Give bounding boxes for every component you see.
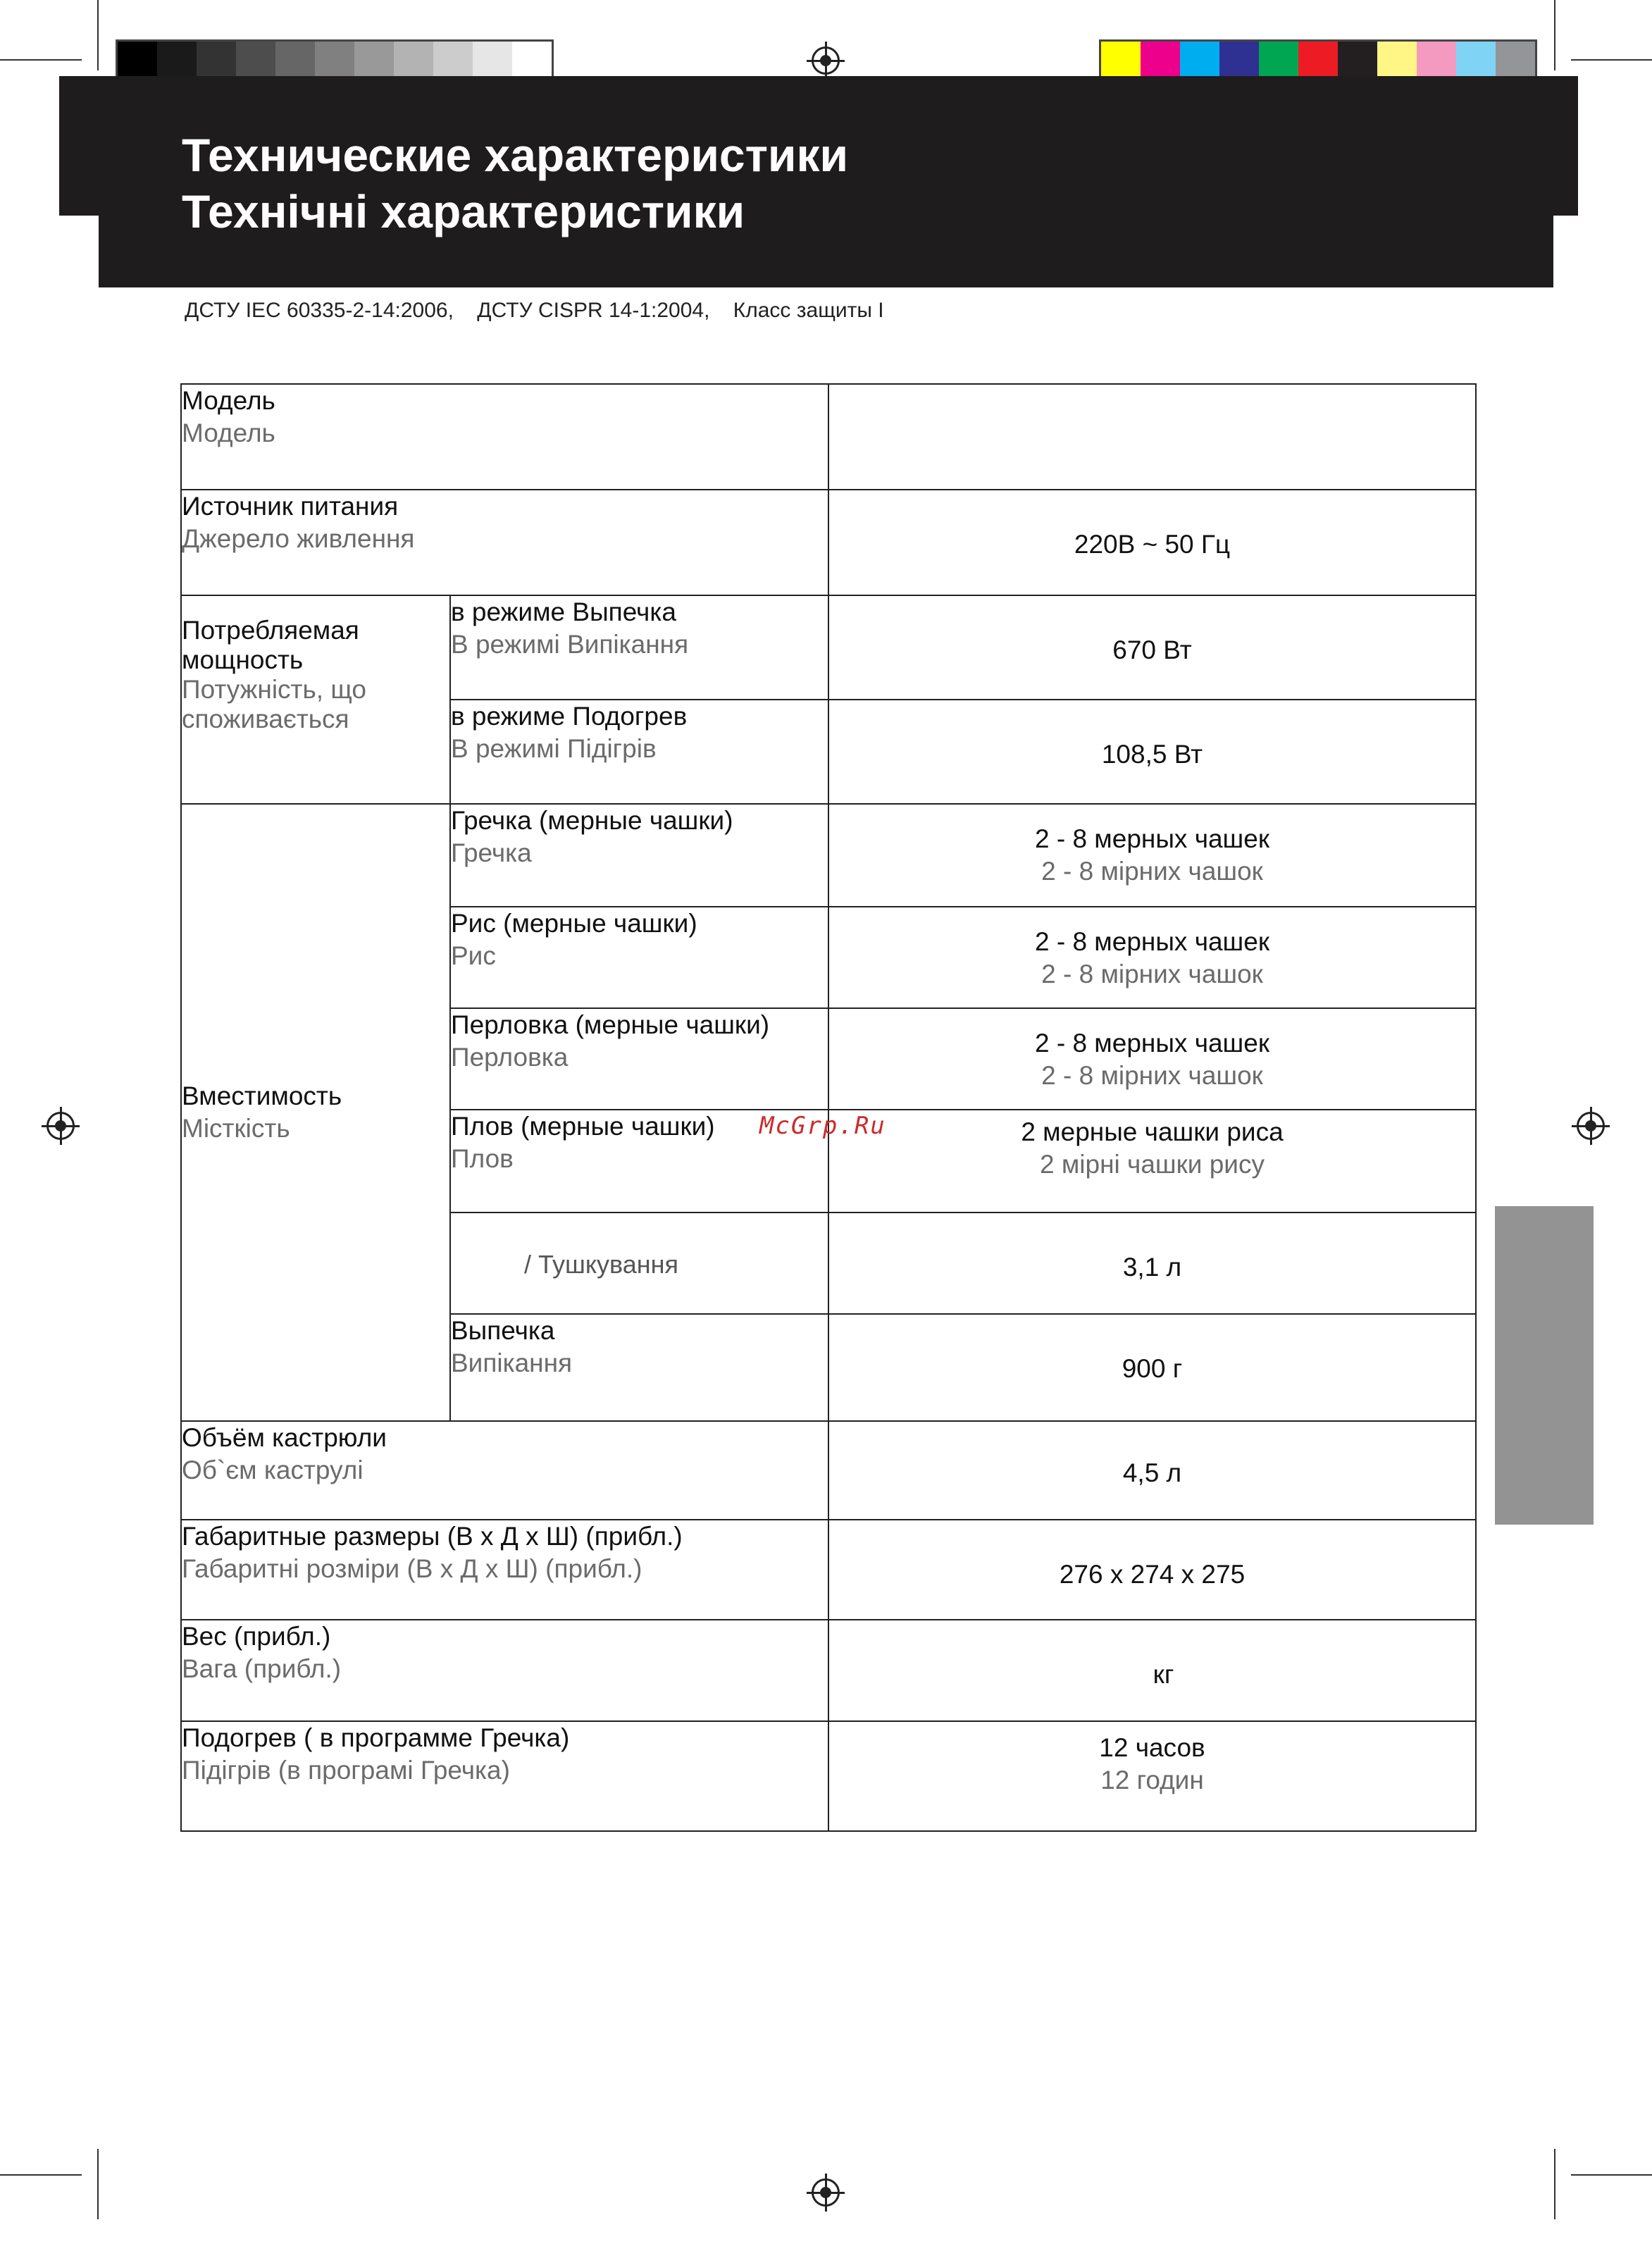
capacity-item-label-ru: Рис (мерные чашки) [451, 909, 697, 938]
power-source-label-ua: Джерело живлення [182, 524, 415, 553]
keep-warm-label-ua: Підігрів (в програмі Гречка) [182, 1756, 510, 1785]
color-swatch [275, 42, 315, 77]
color-swatch [1219, 42, 1259, 77]
color-swatch [236, 42, 275, 77]
capacity-item-value-ua: 2 - 8 мірних чашок [1041, 1061, 1263, 1090]
power-mode-label-ua: В режимі Випікання [451, 630, 689, 659]
pot-volume-label-ru: Объём кастрюли [182, 1423, 387, 1452]
crop-mark [1554, 2149, 1555, 2219]
capacity-item-label-ua: Випікання [451, 1348, 573, 1377]
color-swatch [1417, 42, 1456, 77]
header-side-bar [59, 76, 101, 216]
capacity-item-label-ua: Рис [451, 941, 496, 970]
color-swatch [1141, 42, 1180, 77]
power-mode-label-cell [450, 700, 828, 804]
capacity-item-label-cell [450, 1213, 828, 1314]
capacity-label-cell [181, 804, 450, 1421]
color-swatch [197, 42, 236, 77]
color-swatch [1377, 42, 1417, 77]
capacity-item-label-ru: Гречка (мерные чашки) [451, 806, 733, 835]
color-calibration-strip [1099, 39, 1537, 79]
capacity-item-label-ua: Гречка [451, 838, 532, 867]
dimensions-value-cell [828, 1520, 1476, 1620]
keep-warm-label-ru: Подогрев ( в программе Гречка) [182, 1723, 570, 1752]
capacity-item-label-ua: Перловка [451, 1043, 569, 1072]
dimensions-label-ua: Габаритні розміри (В х Д х Ш) (прибл.) [182, 1554, 642, 1583]
grayscale-calibration-strip [116, 39, 554, 79]
weight-label-ru: Вес (прибл.) [182, 1622, 331, 1651]
power-mode-label-ru: в режиме Подогрев [451, 702, 688, 731]
capacity-item-value-cell [828, 907, 1476, 1008]
crop-mark [97, 2149, 99, 2219]
dimensions-label-cell [181, 1520, 828, 1620]
capacity-item-value: 3,1 л [1122, 1253, 1182, 1282]
color-swatch [315, 42, 354, 77]
color-swatch [118, 42, 157, 77]
color-swatch [1180, 42, 1219, 77]
dimensions-label-ru: Габаритные размеры (В х Д х Ш) (прибл.) [182, 1522, 683, 1551]
capacity-item-label-ru: Перловка (мерные чашки) [451, 1010, 770, 1039]
table-row [181, 1620, 1476, 1721]
color-swatch [354, 42, 394, 77]
registration-mark-icon [1577, 1112, 1605, 1140]
keep-warm-value-ru: 12 часов [1099, 1733, 1205, 1762]
capacity-item-value-cell [828, 1110, 1476, 1213]
crop-mark [0, 2174, 82, 2176]
color-swatch [1101, 42, 1141, 77]
table-row [181, 595, 1476, 700]
power-source-value: 220В ~ 50 Гц [1074, 530, 1231, 559]
power-label-cell [181, 595, 450, 804]
capacity-item-value-cell [828, 1213, 1476, 1314]
model-value-cell [828, 384, 1476, 490]
capacity-item-value-cell [828, 804, 1476, 907]
power-label-ua: Потужність, що споживається [182, 675, 366, 733]
watermark: McGrp.Ru [759, 1112, 886, 1140]
registration-mark-icon [46, 1112, 75, 1140]
table-row [181, 384, 1476, 490]
color-swatch [1338, 42, 1377, 77]
capacity-item-value-ua: 2 - 8 мірних чашок [1041, 960, 1263, 988]
color-swatch [433, 42, 473, 77]
standards-line: ДСТУ IEC 60335-2-14:2006, ДСТУ CISPR 14-1:2004, Класс защиты I [185, 299, 884, 322]
capacity-item-label-cell [450, 907, 828, 1008]
color-swatch [157, 42, 197, 77]
keep-warm-value-ua: 12 годин [1100, 1766, 1204, 1794]
color-swatch [1298, 42, 1338, 77]
crop-mark [1571, 2174, 1652, 2176]
capacity-item-value-ru: 2 мерные чашки риса [1021, 1117, 1284, 1146]
page-title [182, 127, 848, 240]
capacity-item-label-ru: Выпечка [451, 1316, 555, 1345]
model-label-cell [181, 384, 828, 490]
capacity-item-value-ua: 2 мірні чашки рису [1040, 1150, 1265, 1179]
table-row [181, 1421, 1476, 1520]
pot-volume-label-ua: Об`єм каструлі [182, 1456, 364, 1484]
spec-table [180, 383, 1477, 1832]
capacity-item-value-ru: 2 - 8 мерных чашек [1034, 927, 1270, 956]
crop-mark [0, 59, 82, 61]
model-label-ua: Модель [182, 418, 275, 447]
power-mode-label-ua: В режимі Підігрів [451, 734, 657, 763]
power-source-label-cell [181, 490, 828, 595]
power-mode-value-cell [828, 595, 1476, 700]
weight-label-cell [181, 1620, 828, 1721]
crop-mark [1554, 0, 1555, 70]
table-row [181, 1520, 1476, 1620]
color-swatch [1496, 42, 1535, 77]
capacity-label-ua: Місткість [182, 1114, 290, 1143]
capacity-label-ru: Вместимость [182, 1081, 342, 1110]
power-mode-value: 108,5 Вт [1101, 740, 1203, 769]
pot-volume-value: 4,5 л [1122, 1458, 1182, 1487]
table-row [181, 490, 1476, 595]
color-swatch [512, 42, 552, 77]
weight-label-ua: Вага (прибл.) [182, 1654, 342, 1683]
crop-mark [97, 0, 99, 70]
weight-value-cell [828, 1620, 1476, 1721]
power-mode-label-ru: в режиме Выпечка [451, 597, 676, 626]
color-swatch [394, 42, 433, 77]
keep-warm-value-cell [828, 1721, 1476, 1831]
capacity-item-label-cell [450, 1008, 828, 1110]
side-tab [1495, 1206, 1594, 1525]
keep-warm-label-cell [181, 1721, 828, 1831]
registration-mark-icon [812, 2178, 840, 2207]
color-swatch [1259, 42, 1298, 77]
color-swatch [473, 42, 512, 77]
power-label-ru: Потребляемая мощность [182, 616, 359, 674]
capacity-item-label-cell [450, 1314, 828, 1421]
power-mode-value-cell [828, 700, 1476, 804]
title-ru: Технические характеристики [182, 129, 849, 181]
registration-mark-icon [812, 46, 840, 75]
table-row [181, 1721, 1476, 1831]
capacity-item-label-ua: / Тушкування [524, 1250, 679, 1279]
capacity-item-value: 900 г [1122, 1354, 1183, 1383]
capacity-item-label-ru: Плов (мерные чашки) [451, 1112, 715, 1141]
capacity-item-value-ru: 2 - 8 мерных чашек [1034, 824, 1270, 853]
model-label-ru: Модель [182, 386, 275, 415]
power-mode-label-cell [450, 595, 828, 700]
weight-value: кг [1153, 1660, 1174, 1689]
capacity-item-value-ua: 2 - 8 мірних чашок [1041, 857, 1263, 886]
header-side-bar [1550, 76, 1578, 216]
capacity-item-value-cell [828, 1314, 1476, 1421]
power-mode-value: 670 Вт [1112, 635, 1192, 664]
pot-volume-label-cell [181, 1421, 828, 1520]
power-source-value-cell [828, 490, 1476, 595]
capacity-item-value-cell [828, 1008, 1476, 1110]
pot-volume-value-cell [828, 1421, 1476, 1520]
crop-mark [1571, 59, 1652, 61]
title-ua: Технічні характеристики [182, 185, 745, 237]
capacity-item-value-ru: 2 - 8 мерных чашек [1034, 1029, 1270, 1058]
capacity-item-label-cell [450, 804, 828, 907]
table-row [181, 804, 1476, 907]
dimensions-value: 276 x 274 x 275 [1059, 1560, 1246, 1589]
color-swatch [1456, 42, 1496, 77]
power-source-label-ru: Источник питания [182, 492, 399, 521]
capacity-item-label-ua: Плов [451, 1144, 514, 1173]
